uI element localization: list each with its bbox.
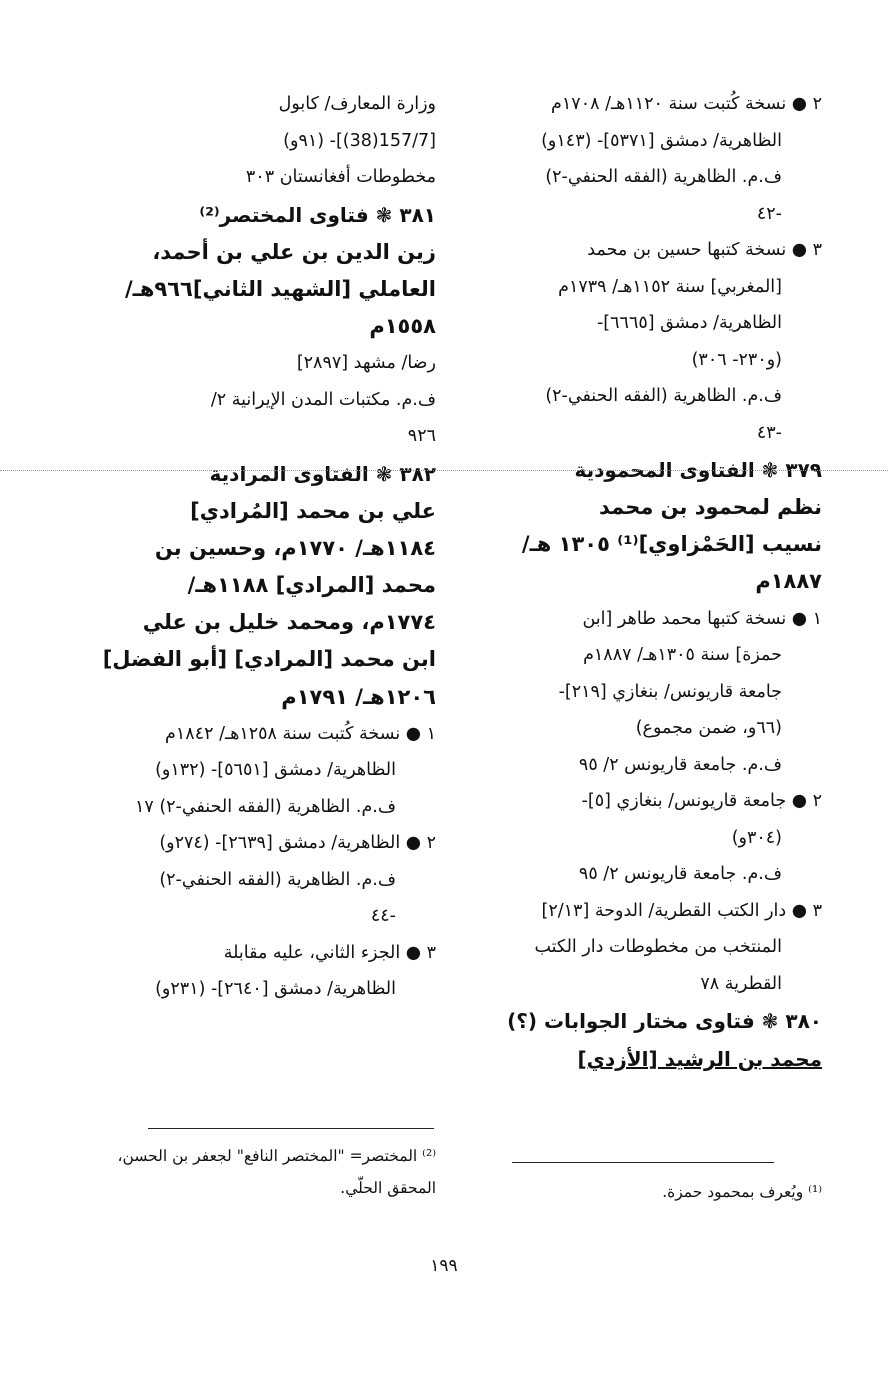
text-line: ٣ ● نسخة كتبها حسين بن محمد [587,240,822,260]
text-line: القطرية ٧٨ [700,973,782,994]
footnote-left [100,1140,436,1204]
footnote-rule-left [148,1128,434,1129]
text-line: ١٨٨٧م [755,569,822,594]
right-column [470,86,822,1078]
footnote-rule-right [512,1162,774,1163]
text-line: الظاهرية/ دمشق [٢٦٤٠]- (٢٣١و) [155,979,396,1000]
dotted-divider [0,470,888,471]
text-line: ٩٢٦ [407,426,436,447]
footnote-right [470,1176,822,1208]
text-line: نظم لمحمود بن محمد [599,495,822,519]
text-line: رضا/ مشهد [٢٨٩٧] [296,353,436,374]
text-line: ف.م. الظاهرية (الفقه الحنفي-٢) [545,386,782,406]
text-line: ف.م. الظاهرية (الفقه الحنفي-٢) ١٧ [134,796,396,817]
text-line: ٣ ● الجزء الثاني، عليه مقابلة [223,942,436,963]
text-line: جامعة قاريونس/ بنغازي [٢١٩]- [558,681,782,702]
footnote-line: المحقق الحلّي. [340,1179,436,1197]
text-line: ٣ ● دار الكتب القطرية/ الدوحة [٢/١٣] [541,900,822,921]
text-line: حمزة] سنة ١٣٠٥هـ/ ١٨٨٧م [583,645,782,666]
text-line: الظاهرية/ دمشق [٦٦٦٥]- [596,313,782,333]
text-line: ٣٧٩ ❃ الفتاوى المحمودية [574,458,822,482]
text-line: (٣٠٤و) [731,827,782,848]
text-line: (و٢٣٠- ٣٠٦) [691,349,782,370]
text-line: ٢ ● نسخة كُتبت سنة ١١٢٠هـ/ ١٧٠٨م [551,94,822,114]
text-line: مخطوطات أفغانستان ٣٠٣ [245,167,436,187]
text-line: زين الدين بن علي بن أحمد، [152,239,436,264]
text-line: -٤٤ [370,906,396,927]
left-column [100,86,436,1008]
footnote-line: ⁽¹⁾ ويُعرف بمحمود حمزة. [662,1183,822,1201]
text-line: نسيب [الحَمْزاوي]⁽¹⁾ ١٣٠٥ هـ/ [521,532,822,557]
text-line: ٢ ● جامعة قاريونس/ بنغازي [٥]- [581,791,822,812]
text-line: الظاهرية/ دمشق [٥٦٥١]- (١٣٢و) [155,760,396,781]
text-line: ١٧٧٤م، ومحمد خليل بن علي [142,610,436,635]
text-line: ف.م. الظاهرية (الفقه الحنفي-٢) [545,167,782,187]
text-line: ف.م. جامعة قاريونس ٢/ ٩٥ [578,864,782,885]
text-line: ٣٨٢ ❃ الفتاوى المرادية [209,461,436,486]
text-line: ف.م. الظاهرية (الفقه الحنفي-٢) [159,869,396,890]
text-line: ٣٨٠ ❃ فتاوى مختار الجوابات (؟) [507,1009,822,1034]
text-line: ١١٨٤هـ/ ١٧٧٠م، وحسين بن [154,535,436,560]
text-line: -٤٢ [756,203,782,224]
footnote-line: ⁽²⁾ المختصر= "المختصر النافع" لجعفر بن الحسن، [117,1147,436,1165]
text-line: ٣٨١ ❃ فتاوى المختصر⁽²⁾ [199,202,436,227]
text-line: علي بن محمد [المُرادي] [190,498,436,523]
text-line: ١ ● نسخة كُتبت سنة ١٢٥٨هـ/ ١٨٤٢م [165,723,436,744]
text-line: ف.م. جامعة قاريونس ٢/ ٩٥ [578,754,782,775]
text-line: ١ ● نسخة كتبها محمد طاهر [ابن [582,608,822,629]
text-line: محمد [المرادي] ١١٨٨هـ/ [187,573,436,598]
text-line: الظاهرية/ دمشق [٥٣٧١]- (١٤٣و) [541,130,782,151]
text-line: العاملي [الشهيد الثاني]٩٦٦هـ/ [124,276,436,301]
text-line: وزارة المعارف/ كابول [278,94,436,114]
text-line: ١٥٥٨م [369,313,436,338]
text-line: -٤٣ [756,422,782,443]
page-number: ١٩٩ [430,1256,458,1276]
text-line: محمد بن الرشيد [الأزدي] [577,1047,822,1072]
text-line: [157/7(38)]- (٩١و) [283,130,436,151]
text-line: [المغربي] سنة ١١٥٢هـ/ ١٧٣٩م [558,276,782,297]
text-line: (٦٦و، ضمن مجموع) [635,718,782,739]
text-line: المنتخب من مخطوطات دار الكتب [534,937,782,958]
text-line: ٢ ● الظاهرية/ دمشق [٢٦٣٩]- (٢٧٤و) [159,833,436,854]
text-line: ابن محمد [المرادي] [أبو الفضل] [102,647,436,672]
text-line: ١٢٠٦هـ/ ١٧٩١م [281,684,436,709]
text-line: ف.م. مكتبات المدن الإيرانية ٢/ [210,389,436,410]
